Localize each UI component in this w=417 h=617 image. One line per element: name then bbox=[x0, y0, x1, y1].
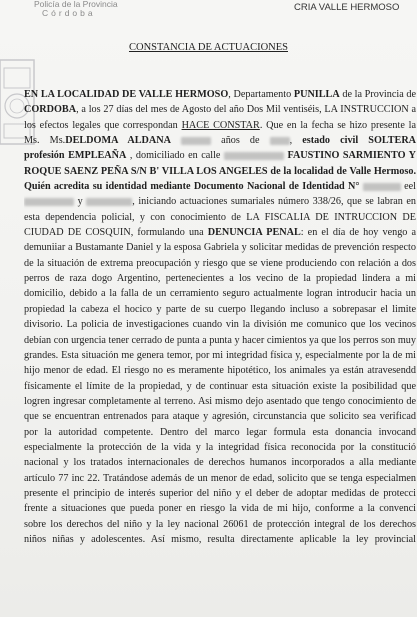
body-line: debían con urgencia tener cerrado de punta a punta y hacer cimientos ya que los perros son muy bbox=[24, 334, 416, 346]
body-line: CIUDAD DE COSQUIN, formulando una DENUNCIA PENAL: en el día de hoy vengo a bbox=[24, 227, 416, 239]
body-line: divisorio. La policia de investigaciones cuando vin la división me comunico que los vecinos bbox=[24, 319, 416, 331]
redacted-surname bbox=[181, 137, 211, 145]
body-line: EN LA LOCALIDAD DE VALLE HERMOSO, Departamento PUNILLA de la Provincia de bbox=[24, 89, 416, 100]
body-line: niños niñas y adolescentes. Así mismo, resulta directamente aplicable la ley provincial bbox=[24, 533, 416, 545]
body-line: demuniiar a Bustamante Daniel y la esposa Gabriela y solicitar medidas de prevención respecto bbox=[24, 242, 416, 254]
body-line: especialmente la protección de la vida y la integridad física reconocida por la constitució bbox=[24, 441, 416, 453]
letterhead bbox=[34, 0, 118, 18]
body-line: Ms. Ms.DELDOMA ALDANA años de , estado civil SOLTERA bbox=[24, 135, 416, 147]
body-line: artículo 77 inc 22. Tratándose además de un menor de edad, solicito que se tenga especialmen bbox=[24, 472, 416, 484]
body-line: que se encuentran entrenados para ataque y agresión, circunstancia que solicito sea verificad bbox=[24, 411, 416, 423]
redacted-phone-2 bbox=[86, 198, 132, 206]
body-line: grandes. Esta situación me genera temor, por mi integridad física y, especialmente por la de mi bbox=[24, 349, 416, 361]
body-line: presente el principio de interés superior del niño y el deber de adoptar medidas de protecci bbox=[24, 487, 416, 499]
body-line: físicamente el límite de la propiedad, y de continuar esta situación existe la posibilidad que bbox=[24, 380, 416, 392]
document-title: CONSTANCIA DE ACTUACIONES bbox=[128, 42, 288, 53]
body-line: y , iniciando actuaciones sumariales número 338/26, que se labran en bbox=[24, 194, 416, 209]
body-line: propiedad la cabeza el hocico y parte de su cuerpo llegando incluso a sobrepasar el limite bbox=[24, 303, 416, 315]
body-line: sobre los derechos del niño y la ley nacional 26061 de protección integral de los derechos bbox=[24, 518, 416, 530]
redacted-street bbox=[224, 152, 284, 160]
body-line: ROQUE SAENZ PEÑA S/N B' VILLA LOS ANGELES de la localidad de Valle Hermoso. bbox=[24, 165, 416, 177]
body-line: los efectos legales que correspondan HACE CONSTAR. Que en la fecha se hizo presente la bbox=[24, 119, 416, 131]
redacted-age bbox=[270, 137, 290, 145]
body-line: hijo menor de edad. El riesgo no es meramente hipotético, los animales ya están atravesendd bbox=[24, 365, 416, 377]
station-name: CRIA VALLE HERMOSO bbox=[294, 2, 400, 13]
redacted-dni bbox=[363, 183, 401, 191]
body-line: frente a situaciones que pueda poner en riesgo la vida de mi hijo, conforme a la convenci bbox=[24, 503, 416, 515]
letterhead-line1: Policía de la Provincia bbox=[34, 0, 118, 9]
letterhead-line2: Córdoba bbox=[42, 8, 96, 18]
document-body bbox=[24, 87, 416, 547]
body-line: logren ingresar completamente al terreno. Asi mismo dejo asentado que tengo conocimiento de bbox=[24, 395, 416, 407]
body-line: de la situación de extrema preocupación y riesgo que se viene produciendo con relación a dos bbox=[24, 257, 416, 269]
body-line: esta dependencia policial, y con conocimiento de LA FISCALIA DE INTRUCCION DE bbox=[24, 211, 416, 223]
body-line: por la autoridad competente. Dentro del marco legar formula esta donancia invocand bbox=[24, 426, 416, 438]
body-line: Quién acredita su identidad mediante Documento Nacional de Identidad N° eel bbox=[24, 181, 416, 193]
body-line: profesión EMPLEAÑA , domiciliado en calle FAUSTINO SARMIENTO Y bbox=[24, 150, 416, 162]
redacted-phone bbox=[24, 198, 74, 206]
body-line: domicilio, debido a la falla de un cerramiento seguro actualmente logran introducir hacia un bbox=[24, 288, 416, 300]
body-line: perros de raza dogo Argentino, pertenecientes a los vecino de la propiedad lindera a mi bbox=[24, 273, 416, 285]
body-line: CORDOBA, a los 27 días del mes de Agosto del año Dos Mil ventiséis, LA INSTRUCCION a bbox=[24, 104, 416, 116]
body-line: nacional y los tratados internacionales de derechos humanos incorporados a alla mediante bbox=[24, 457, 416, 469]
